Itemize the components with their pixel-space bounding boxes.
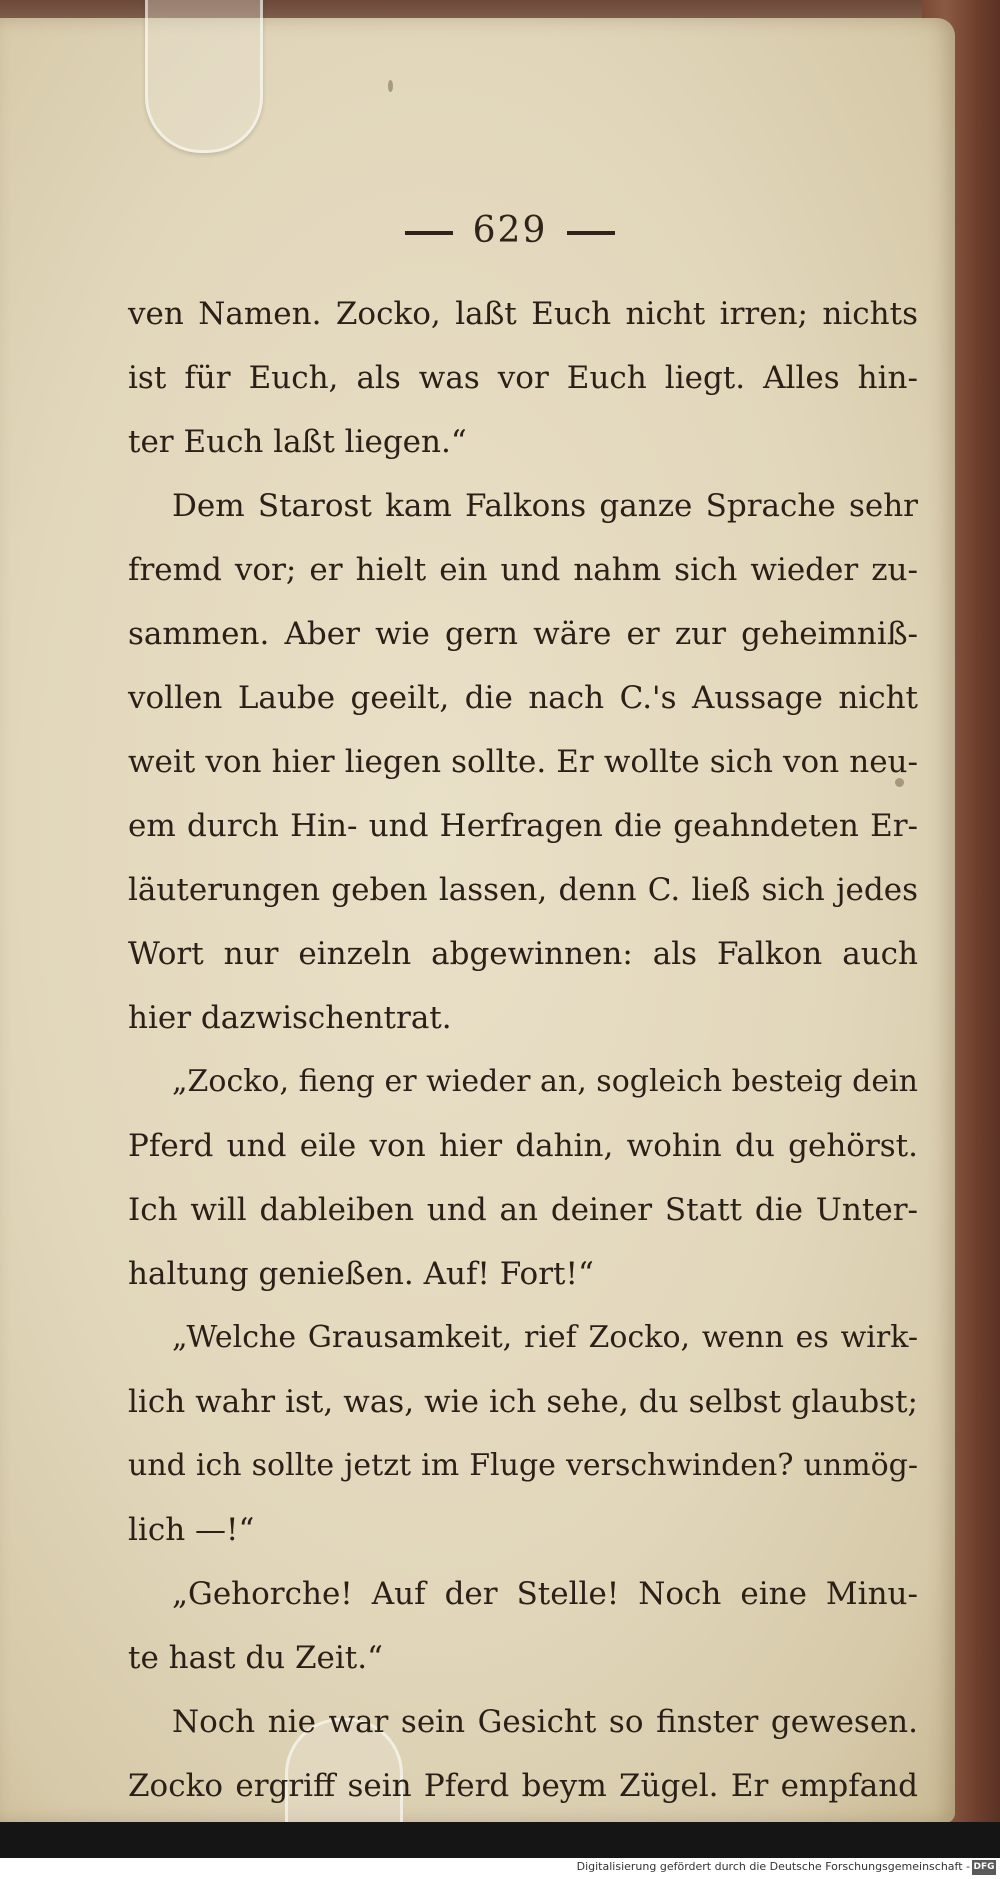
- text-line: fremd vor; er hielt ein und nahm sich wieder zu-: [128, 552, 918, 588]
- text-line: ter Euch laßt liegen.“: [128, 424, 467, 460]
- text-line: Ich will dableiben und an deiner Statt die Unter-: [128, 1192, 918, 1228]
- paper-speck: [760, 1400, 764, 1404]
- page-number-header: [370, 210, 650, 251]
- text-line: Zocko ergriff sein Pferd beym Zügel. Er empfand: [128, 1768, 918, 1804]
- text-line: hier dazwischentrat.: [128, 1000, 452, 1036]
- header-dash-right: [567, 231, 615, 235]
- body-text: [128, 282, 918, 1818]
- text-line: Pferd und eile von hier dahin, wohin du gehörst.: [128, 1128, 918, 1164]
- text-line: Dem Starost kam Falkons ganze Sprache sehr: [172, 488, 918, 524]
- text-line: em durch Hin- und Herfragen die geahndeten Er-: [128, 808, 918, 844]
- header-dash-left: [405, 231, 453, 235]
- text-line: vollen Laube geeilt, die nach C.'s Aussage nicht: [128, 680, 918, 716]
- page-number: 629: [472, 210, 548, 251]
- text-line: ist für Euch, als was vor Euch liegt. Alles hin-: [128, 360, 918, 396]
- paper-speck: [388, 80, 393, 92]
- text-line: te hast du Zeit.“: [128, 1640, 383, 1676]
- scan-bottom-bar: [0, 1822, 1000, 1858]
- text-line: „Zocko, fieng er wieder an, sogleich besteig dein: [172, 1064, 918, 1099]
- text-line: lich —!“: [128, 1512, 255, 1548]
- digitization-credit: Digitalisierung gefördert durch die Deutsche Forschungsgemeinschaft -: [576, 1860, 970, 1873]
- text-line: und ich sollte jetzt im Fluge verschwinden? unmög-: [128, 1448, 918, 1483]
- paper-speck: [895, 778, 904, 787]
- text-line: läuterungen geben lassen, denn C. ließ sich jedes: [128, 872, 918, 908]
- text-line: ven Namen. Zocko, laßt Euch nicht irren; nichts: [128, 296, 918, 332]
- text-line: „Welche Grausamkeit, rief Zocko, wenn es wirk-: [172, 1320, 918, 1355]
- text-line: haltung genießen. Auf! Fort!“: [128, 1256, 594, 1292]
- page-clip-top: [145, 0, 263, 153]
- dfg-logo-icon: DFG: [972, 1860, 996, 1875]
- text-line: weit von hier liegen sollte. Er wollte sich von neu-: [128, 744, 918, 780]
- text-line: Wort nur einzeln abgewinnen: als Falkon auch: [128, 936, 918, 972]
- text-line: „Gehorche! Auf der Stelle! Noch eine Minu-: [172, 1576, 918, 1612]
- text-line: Noch nie war sein Gesicht so finster gewesen.: [172, 1704, 918, 1740]
- text-line: sammen. Aber wie gern wäre er zur geheimniß-: [128, 616, 918, 652]
- text-line: lich wahr ist, was, wie ich sehe, du selbst glaubst;: [128, 1384, 918, 1420]
